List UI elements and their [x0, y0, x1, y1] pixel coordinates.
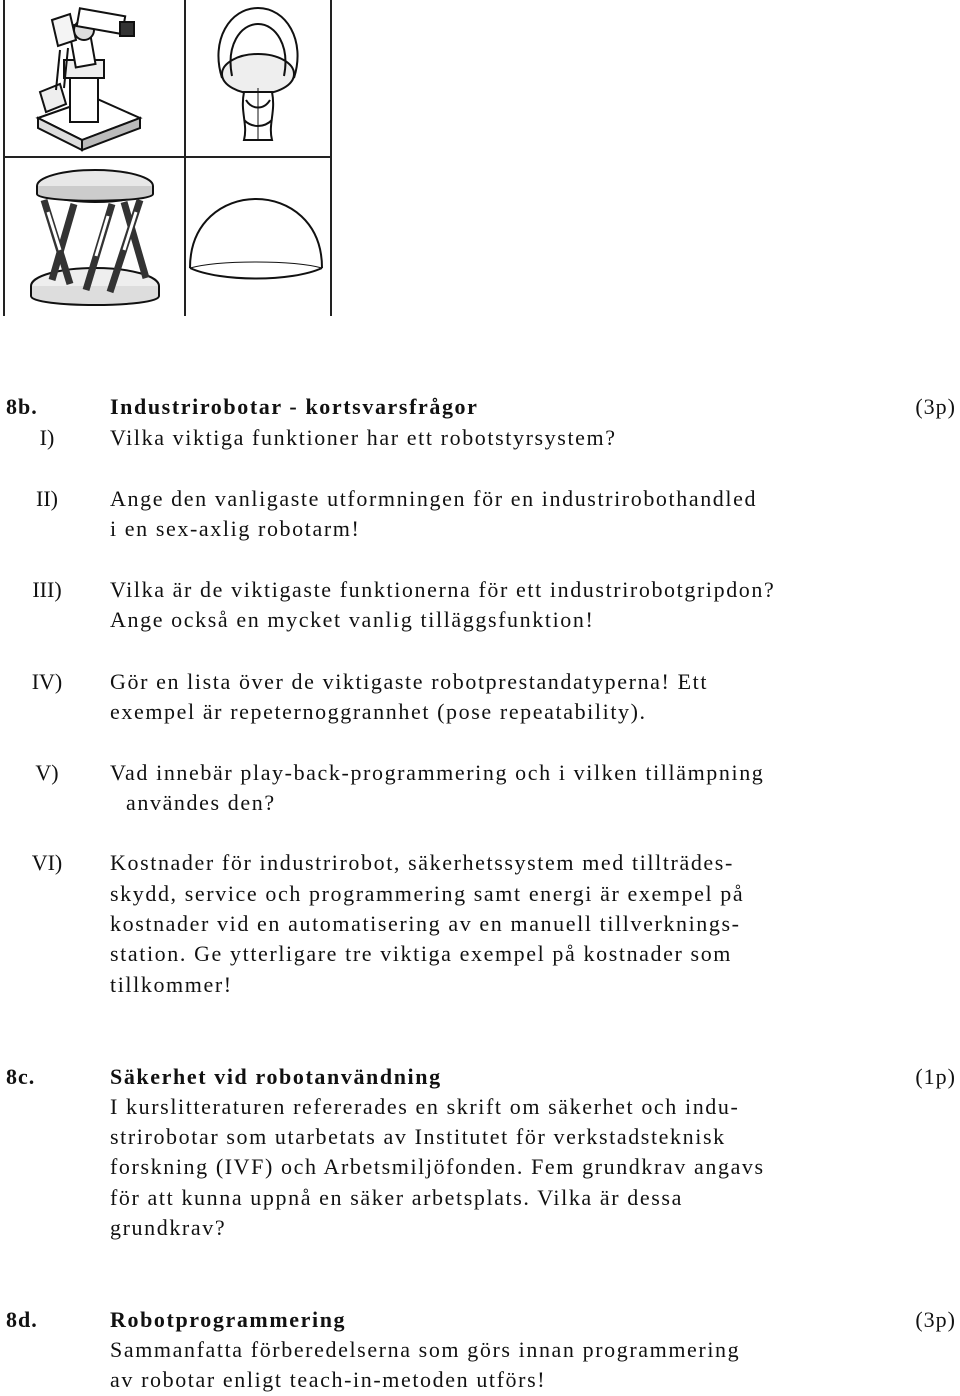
q8b-item-i	[0, 423, 960, 453]
q8b-item-vi	[0, 848, 960, 878]
q8c-body-line	[0, 1122, 960, 1152]
dome-image	[190, 199, 322, 279]
item-line: i en sex-axlig robotarm!	[110, 516, 361, 541]
q8b-item-iii-cont	[0, 605, 960, 635]
item-line: Gör en lista över de viktigaste robotprestandatyperna! Ett	[110, 669, 709, 694]
question-points: (3p)	[915, 394, 956, 419]
item-line: tillkommer!	[110, 972, 233, 997]
item-line: kostnader vid en automatisering av en manuell tillverknings-	[110, 911, 741, 936]
item-roman: IV)	[31, 669, 63, 694]
articulated-robot-arm-image	[38, 8, 140, 150]
q8d-body-line	[0, 1335, 960, 1365]
item-line: exempel är repeternoggrannhet (pose repeatability).	[110, 699, 647, 724]
question-title: Robotprogrammering	[110, 1307, 347, 1332]
q8b-item-iv	[0, 667, 960, 697]
body-line: forskning (IVF) och Arbetsmiljöfonden. Fem grundkrav angavs	[110, 1154, 765, 1179]
q8c-heading	[0, 1062, 960, 1092]
item-line: användes den?	[126, 790, 276, 815]
question-number: 8c.	[6, 1064, 36, 1089]
body-line: Sammanfatta förberedelserna som görs innan programmering	[110, 1337, 741, 1362]
q8c-body-line	[0, 1152, 960, 1182]
q8b-item-ii-cont	[0, 514, 960, 544]
item-line: skydd, service och programmering samt energi är exempel på	[110, 881, 745, 906]
body-line: av robotar enligt teach-in-metoden utförs!	[110, 1367, 547, 1392]
hexapod-robot-image	[31, 170, 159, 305]
question-title: Säkerhet vid robotanvändning	[110, 1064, 442, 1089]
item-line: station. Ge ytterligare tre viktiga exempel på kostnader som	[110, 941, 733, 966]
q8b-item-v	[0, 758, 960, 788]
item-line: Ange också en mycket vanlig tilläggsfunktion!	[110, 607, 595, 632]
item-line: Vilka är de viktigaste funktionerna för ett industrirobotgripdon?	[110, 577, 776, 602]
q8b-item-vi-cont	[0, 970, 960, 1000]
q8b-item-iv-cont	[0, 697, 960, 727]
q8b-item-iii	[0, 575, 960, 605]
body-line: I kurslitteraturen refererades en skrift om säkerhet och indu-	[110, 1094, 740, 1119]
question-points: (3p)	[915, 1307, 956, 1332]
question-number: 8d.	[6, 1307, 38, 1332]
figure-panel	[0, 0, 960, 320]
question-title: Industrirobotar - kortsvarsfrågor	[110, 394, 479, 419]
q8c-body-line	[0, 1183, 960, 1213]
item-roman: I)	[39, 425, 55, 450]
robot-figures	[0, 0, 960, 320]
q8b-item-vi-cont	[0, 879, 960, 909]
q8c-body-line	[0, 1213, 960, 1243]
q8c-body-line	[0, 1092, 960, 1122]
item-roman: III)	[32, 577, 62, 602]
q8b-heading	[0, 392, 960, 422]
q8b-item-ii	[0, 484, 960, 514]
q8b-item-vi-cont	[0, 939, 960, 969]
item-line: Ange den vanligaste utformningen för en industrirobothandled	[110, 486, 758, 511]
body-line: strirobotar som utarbetats av Institutet för verkstadsteknisk	[110, 1124, 726, 1149]
q8d-body-line	[0, 1365, 960, 1395]
dexterous-gripper-image	[218, 8, 297, 140]
q8d-heading	[0, 1305, 960, 1335]
item-line: Kostnader för industrirobot, säkerhetssystem med tillträdes-	[110, 850, 734, 875]
q8b-item-v-cont	[0, 788, 960, 818]
q8b-item-vi-cont	[0, 909, 960, 939]
item-roman: VI)	[31, 850, 63, 875]
item-line: Vad innebär play-back-programmering och i vilken tillämpning	[110, 760, 765, 785]
item-roman: V)	[35, 760, 59, 785]
question-points: (1p)	[915, 1064, 956, 1089]
item-line: Vilka viktiga funktioner har ett robotstyrsystem?	[110, 425, 617, 450]
body-line: för att kunna uppnå en säker arbetsplats. Vilka är dessa	[110, 1185, 683, 1210]
item-roman: II)	[36, 486, 58, 511]
question-number: 8b.	[6, 394, 38, 419]
body-line: grundkrav?	[110, 1215, 227, 1240]
